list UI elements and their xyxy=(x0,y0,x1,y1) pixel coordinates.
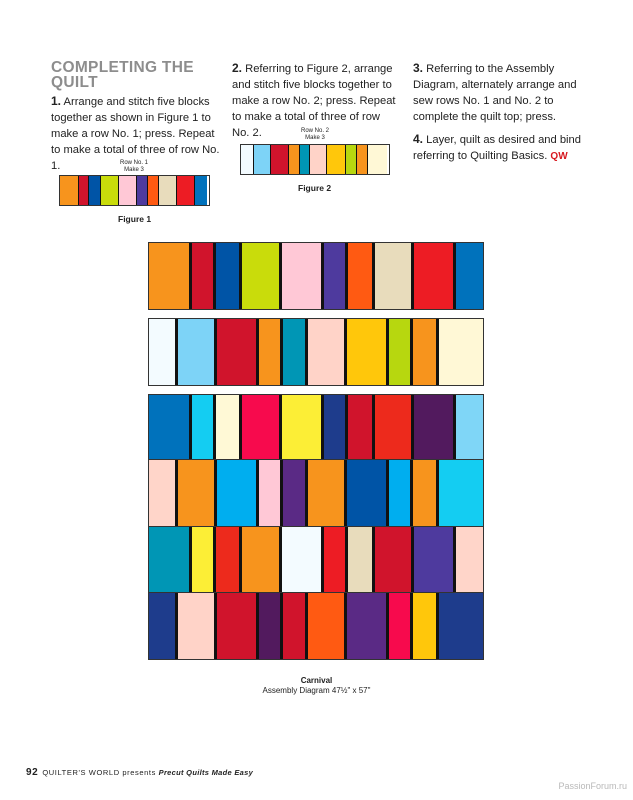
assembly-block xyxy=(348,527,375,592)
figure-2-block-5 xyxy=(300,145,311,174)
assembly-title: Carnival xyxy=(300,676,333,685)
figure-1-row-caption xyxy=(104,160,164,174)
assembly-block xyxy=(413,593,439,659)
book-title: Precut Quilts Made Easy xyxy=(158,768,254,777)
step-text: Layer, quilt as desired and bind referring to Quilting Basics. xyxy=(413,134,581,162)
assembly-block xyxy=(414,395,456,459)
magazine-name: QUILTER'S WORLD presents xyxy=(42,768,159,777)
assembly-block xyxy=(347,460,389,526)
figure-1-block-2 xyxy=(79,176,90,205)
qw-badge: QW xyxy=(550,151,568,162)
assembly-block xyxy=(149,527,192,592)
figure-1-block-4 xyxy=(101,176,119,205)
assembly-block xyxy=(259,460,283,526)
assembly-block xyxy=(178,319,217,385)
assembly-block xyxy=(308,460,347,526)
assembly-block xyxy=(375,527,415,592)
figure-1-label: Figure 1 xyxy=(118,214,152,224)
step-number: 3. xyxy=(413,61,424,75)
assembly-block xyxy=(242,395,282,459)
step-number: 4. xyxy=(413,132,424,146)
figure-2-caption-line1: Row No. 2 xyxy=(300,128,329,134)
assembly-block xyxy=(192,395,216,459)
figure-2-label: Figure 2 xyxy=(298,183,332,193)
assembly-subtitle: Assembly Diagram 47½" x 57" xyxy=(262,686,371,695)
assembly-block xyxy=(178,593,217,659)
assembly-block xyxy=(389,319,414,385)
page-footer xyxy=(26,767,253,778)
assembly-block xyxy=(283,319,308,385)
assembly-block xyxy=(283,593,308,659)
assembly-block xyxy=(348,243,375,309)
assembly-block xyxy=(348,395,375,459)
assembly-block xyxy=(149,593,178,659)
figure-1-block-5 xyxy=(119,176,137,205)
assembly-block xyxy=(259,319,283,385)
step-4 xyxy=(413,131,588,165)
figure-2-row-caption xyxy=(285,128,345,142)
figure-1-block-10 xyxy=(195,176,207,205)
step-text: Referring to Figure 2, arrange and stitch five blocks together to make a row No. 2; press. Repeat to make a total of three of row No. 2. xyxy=(232,63,396,139)
assembly-block xyxy=(216,527,243,592)
assembly-block xyxy=(217,460,260,526)
assembly-block xyxy=(456,395,483,459)
assembly-row-4 xyxy=(148,460,484,527)
assembly-block xyxy=(217,593,260,659)
assembly-row-5 xyxy=(148,527,484,593)
assembly-block xyxy=(389,593,414,659)
assembly-block xyxy=(439,319,483,385)
step-number: 1. xyxy=(51,94,62,108)
assembly-block xyxy=(216,243,243,309)
step-number: 2. xyxy=(232,61,243,75)
step-text: Referring to the Assembly Diagram, alternately arrange and sew rows No. 1 and No. 2 to complete the quilt top; press. xyxy=(413,63,577,123)
assembly-block xyxy=(242,243,282,309)
figure-2-block-2 xyxy=(254,145,271,174)
assembly-row-2 xyxy=(148,318,484,386)
figure-2-block-7 xyxy=(327,145,345,174)
assembly-block xyxy=(347,319,389,385)
assembly-block xyxy=(414,243,456,309)
assembly-block xyxy=(308,593,347,659)
assembly-block xyxy=(242,527,282,592)
assembly-block xyxy=(283,460,308,526)
page-number: 92 xyxy=(26,767,39,778)
assembly-block xyxy=(217,319,260,385)
figure-2-block-4 xyxy=(289,145,299,174)
assembly-caption xyxy=(200,676,433,696)
assembly-block xyxy=(456,527,483,592)
step-text: Arrange and stitch five blocks together as shown in Figure 1 to make a row No. 1; press. Repeat to make a total of three of row No. 1. xyxy=(51,96,220,172)
assembly-block xyxy=(413,319,439,385)
figure-1-block-8 xyxy=(159,176,177,205)
watermark: PassionForum.ru xyxy=(558,781,627,791)
figure-2-strip xyxy=(240,144,390,175)
assembly-block xyxy=(308,319,347,385)
assembly-block xyxy=(439,460,483,526)
figure-1-block-7 xyxy=(148,176,160,205)
assembly-block xyxy=(324,243,348,309)
figure-1-strip xyxy=(59,175,210,206)
assembly-block xyxy=(149,319,178,385)
column-3 xyxy=(413,60,588,165)
figure-2-block-8 xyxy=(346,145,357,174)
figure-1-block-1 xyxy=(60,176,79,205)
figure-1-block-3 xyxy=(89,176,101,205)
figure-1-caption-line1: Row No. 1 xyxy=(119,160,148,166)
assembly-block xyxy=(149,395,192,459)
assembly-block xyxy=(324,527,348,592)
assembly-block xyxy=(324,395,348,459)
figure-2-block-9 xyxy=(357,145,368,174)
assembly-block xyxy=(282,395,324,459)
assembly-block xyxy=(282,527,324,592)
assembly-block xyxy=(178,460,217,526)
figure-1-block-9 xyxy=(177,176,195,205)
assembly-block xyxy=(413,460,439,526)
assembly-row-1 xyxy=(148,242,484,310)
assembly-row-3 xyxy=(148,394,484,460)
figure-2-block-3 xyxy=(271,145,290,174)
column-1 xyxy=(51,60,221,174)
assembly-block xyxy=(192,527,216,592)
assembly-block xyxy=(389,460,414,526)
figure-2-caption-line2: Make 3 xyxy=(305,135,325,141)
assembly-row-6 xyxy=(148,593,484,660)
assembly-block xyxy=(282,243,324,309)
assembly-block xyxy=(439,593,483,659)
assembly-block xyxy=(192,243,216,309)
assembly-block xyxy=(149,243,192,309)
assembly-block xyxy=(347,593,389,659)
assembly-block xyxy=(216,395,243,459)
section-heading: COMPLETING THE QUILT xyxy=(51,59,194,91)
assembly-diagram xyxy=(148,242,484,660)
step-3 xyxy=(413,60,588,125)
figure-2-block-1 xyxy=(241,145,254,174)
assembly-block xyxy=(259,593,283,659)
assembly-block xyxy=(456,243,483,309)
figure-1-block-6 xyxy=(137,176,148,205)
figure-2-block-6 xyxy=(310,145,327,174)
assembly-block xyxy=(149,460,178,526)
assembly-block xyxy=(375,243,415,309)
figure-2-block-10 xyxy=(368,145,387,174)
figure-1-caption-line2: Make 3 xyxy=(124,167,144,173)
assembly-block xyxy=(414,527,456,592)
assembly-block xyxy=(375,395,415,459)
